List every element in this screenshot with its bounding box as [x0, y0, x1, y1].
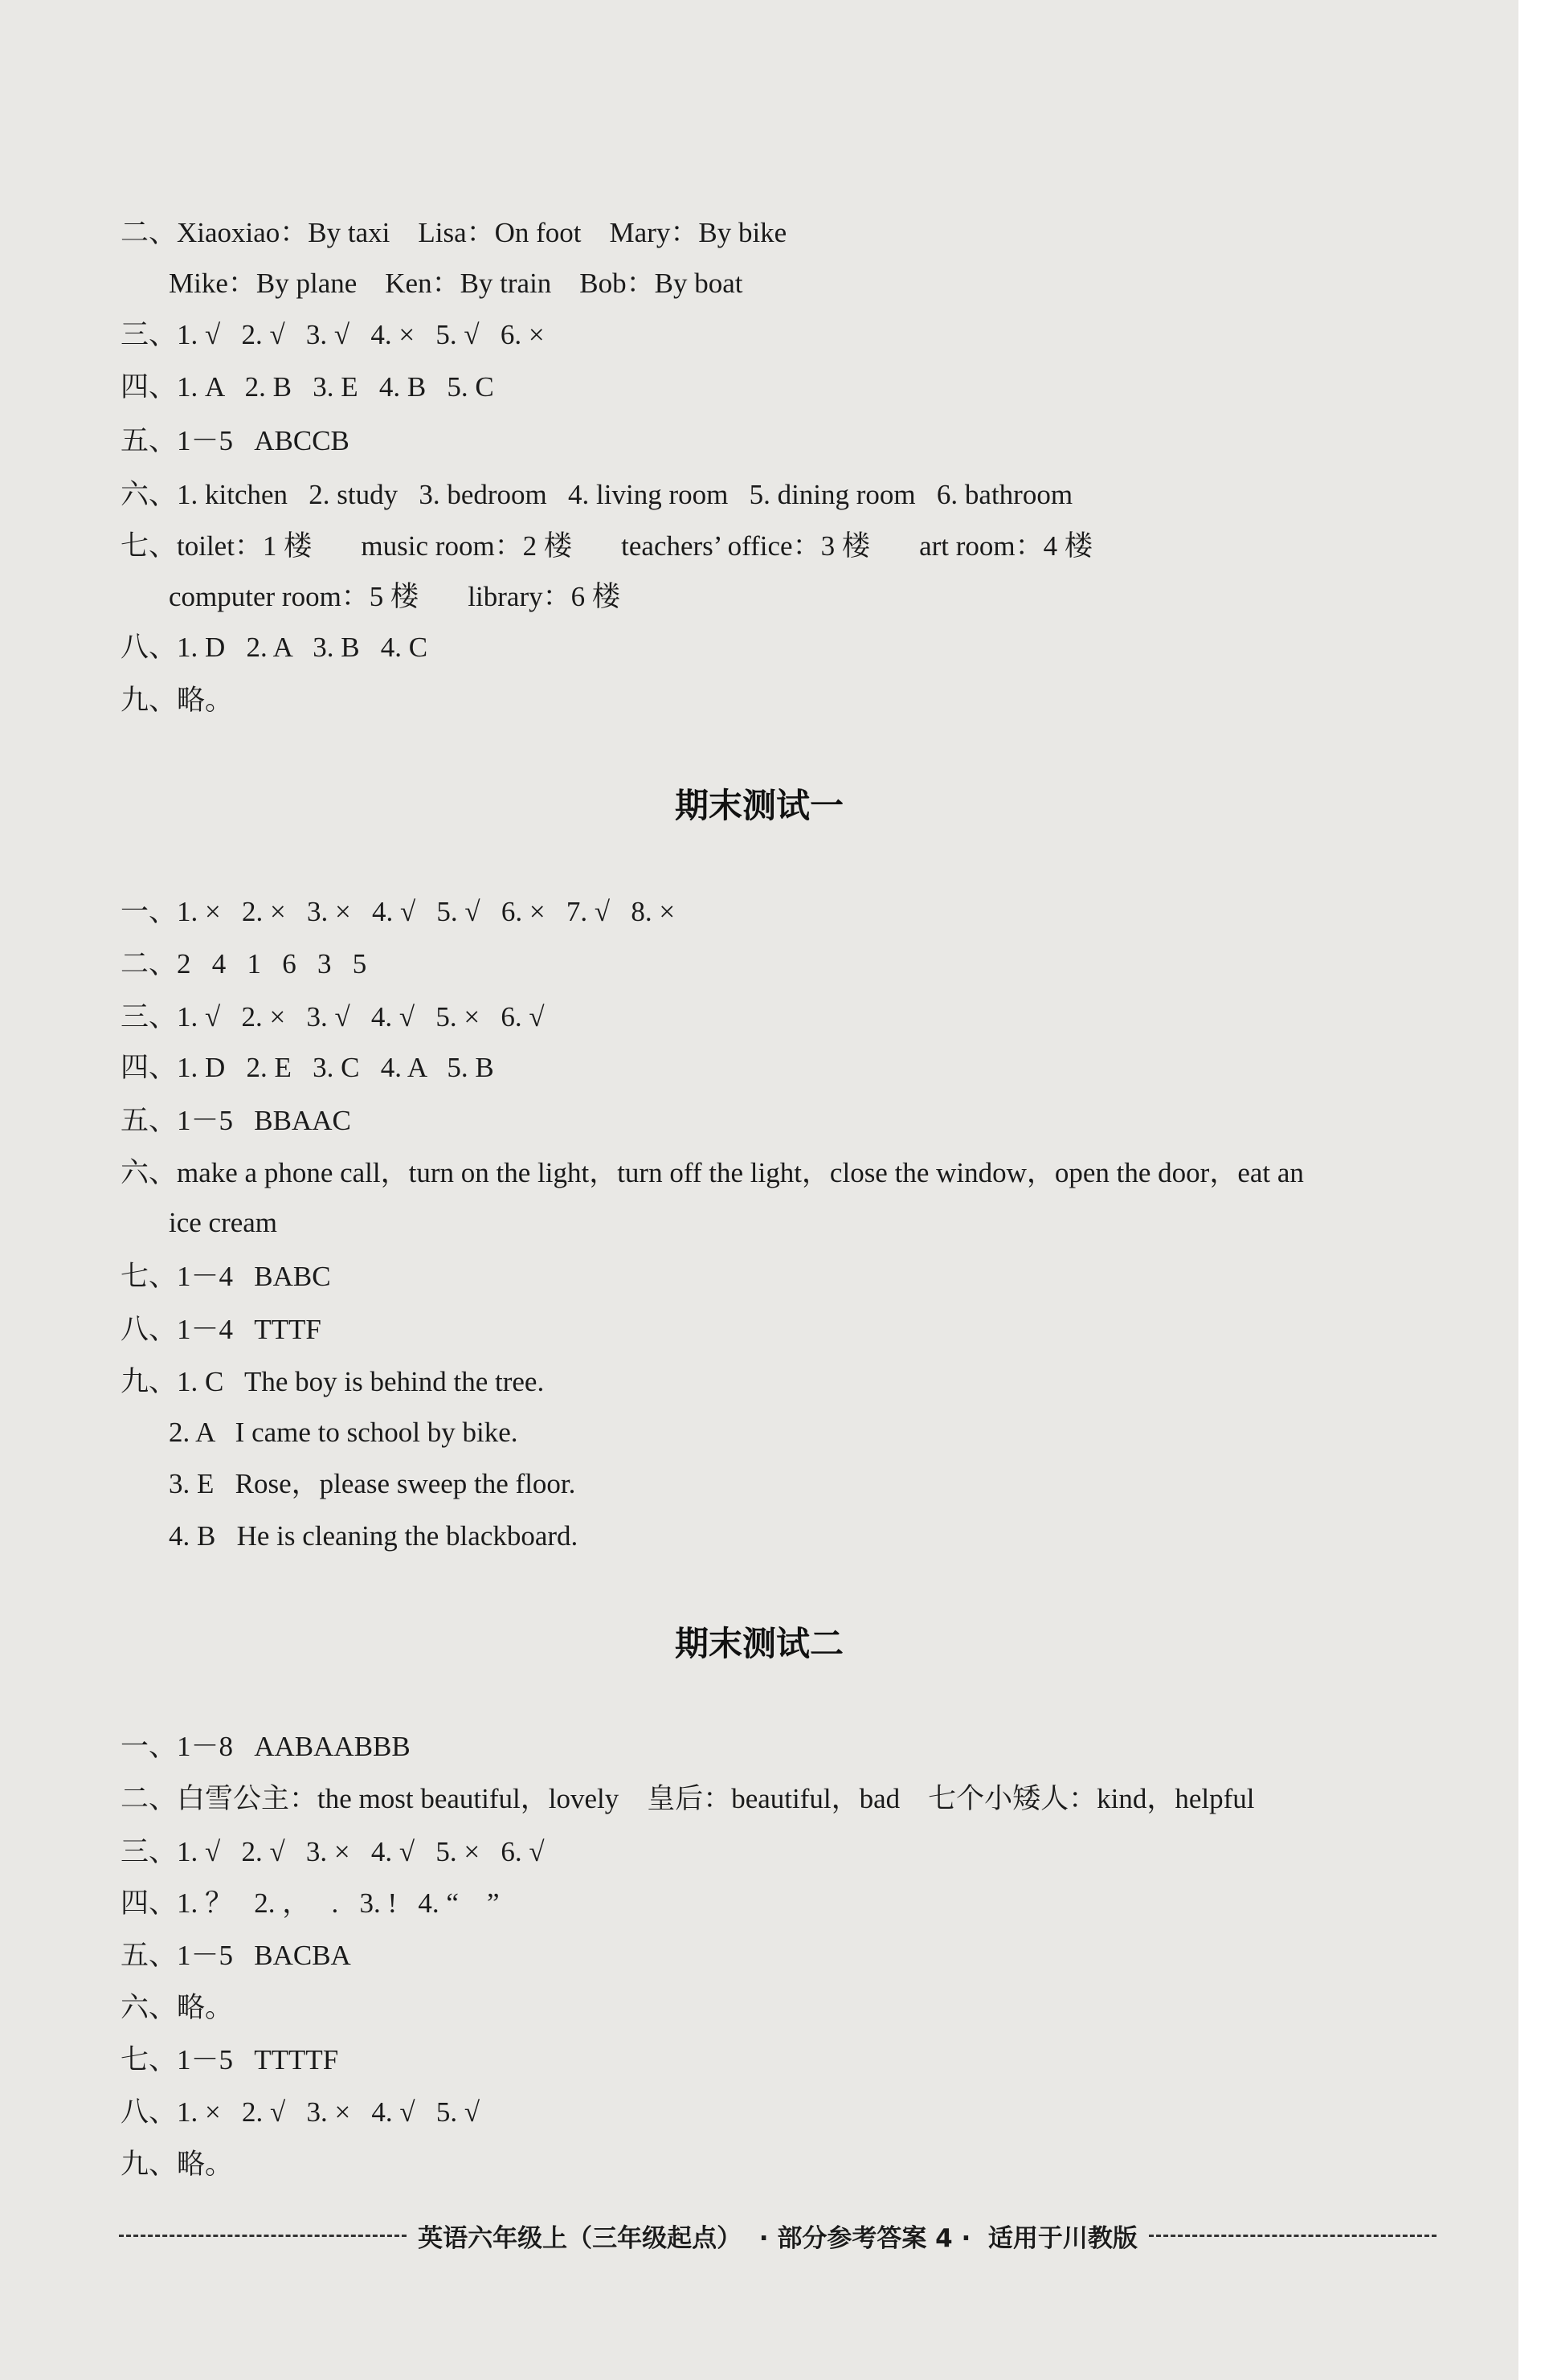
answer-line: 七、toilet：1 楼 music room：2 楼 teachers’ office：3 楼 art room：4 楼: [121, 530, 1093, 562]
answer-line: 一、1. × 2. × 3. × 4. √ 5. √ 6. × 7. √ 8. ×: [121, 896, 676, 927]
answer-line: 一、1－8 AABAABBB: [121, 1731, 411, 1762]
answer-line: 三、1. √ 2. √ 3. √ 4. × 5. √ 6. ×: [121, 319, 545, 350]
answer-line: 四、1. ？ 2. ， . 3. ! 4. “ ”: [121, 1887, 500, 1919]
answer-line: 四、1. A 2. B 3. E 4. B 5. C: [121, 371, 494, 403]
answer-line: 五、1－5 BACBA: [121, 1940, 351, 1971]
answer-line: 五、1－5 ABCCB: [121, 425, 349, 456]
footer-divider-left: [119, 2235, 407, 2237]
answer-line: 六、1. kitchen 2. study 3. bedroom 4. living room 5. dining room 6. bathroom: [121, 479, 1073, 510]
answer-line: 二、2 4 1 6 3 5: [121, 948, 367, 979]
answer-line: 九、略。: [121, 2149, 234, 2180]
answer-line: 五、1－5 BBAAC: [121, 1105, 351, 1136]
footer-divider-right: [1149, 2235, 1437, 2237]
answer-line: 九、1. C The boy is behind the tree.: [121, 1366, 545, 1397]
answer-line: 二、白雪公主：the most beautiful，lovely 皇后：beautiful，bad 七个小矮人：kind，helpful: [121, 1783, 1255, 1814]
answer-line: 九、略。: [121, 685, 234, 716]
answer-line: 2. A I came to school by bike.: [169, 1417, 518, 1448]
answer-line: 七、1－4 BABC: [121, 1261, 331, 1292]
answer-line: 三、1. √ 2. √ 3. × 4. √ 5. × 6. √: [121, 1836, 545, 1867]
answer-line: 二、Xiaoxiao：By taxi Lisa：On foot Mary：By bike: [121, 217, 787, 248]
answer-line: 八、1－4 TTTF: [121, 1314, 321, 1345]
answer-line: ice cream: [169, 1207, 278, 1238]
answer-line: 三、1. √ 2. × 3. √ 4. √ 5. × 6. √: [121, 1001, 545, 1033]
section-title: 期末测试二: [674, 1624, 844, 1663]
page-footer: [119, 2218, 1437, 2254]
footer-text: 英语六年级上（三年级起点） · 部分参考答案 4 · 适用于川教版: [418, 2224, 1138, 2253]
answer-line: 六、make a phone call，turn on the light，turn off the light，close the window，open the door，eat an: [121, 1157, 1304, 1188]
answer-line: 八、1. × 2. √ 3. × 4. √ 5. √: [121, 2096, 480, 2128]
answer-line: 4. B He is cleaning the blackboard.: [169, 1520, 578, 1552]
answer-line: 八、1. D 2. A 3. B 4. C: [121, 632, 428, 663]
answer-line: Mike：By plane Ken：By train Bob：By boat: [169, 268, 743, 299]
section-title: 期末测试一: [674, 786, 844, 825]
answer-line: computer room：5 楼 library：6 楼: [169, 581, 620, 612]
answer-line: 六、略。: [121, 1992, 234, 2023]
answer-line: 3. E Rose，please sweep the floor.: [169, 1468, 576, 1499]
answer-line: 七、1－5 TTTTF: [121, 2044, 339, 2075]
answer-line: 四、1. D 2. E 3. C 4. A 5. B: [121, 1052, 494, 1083]
